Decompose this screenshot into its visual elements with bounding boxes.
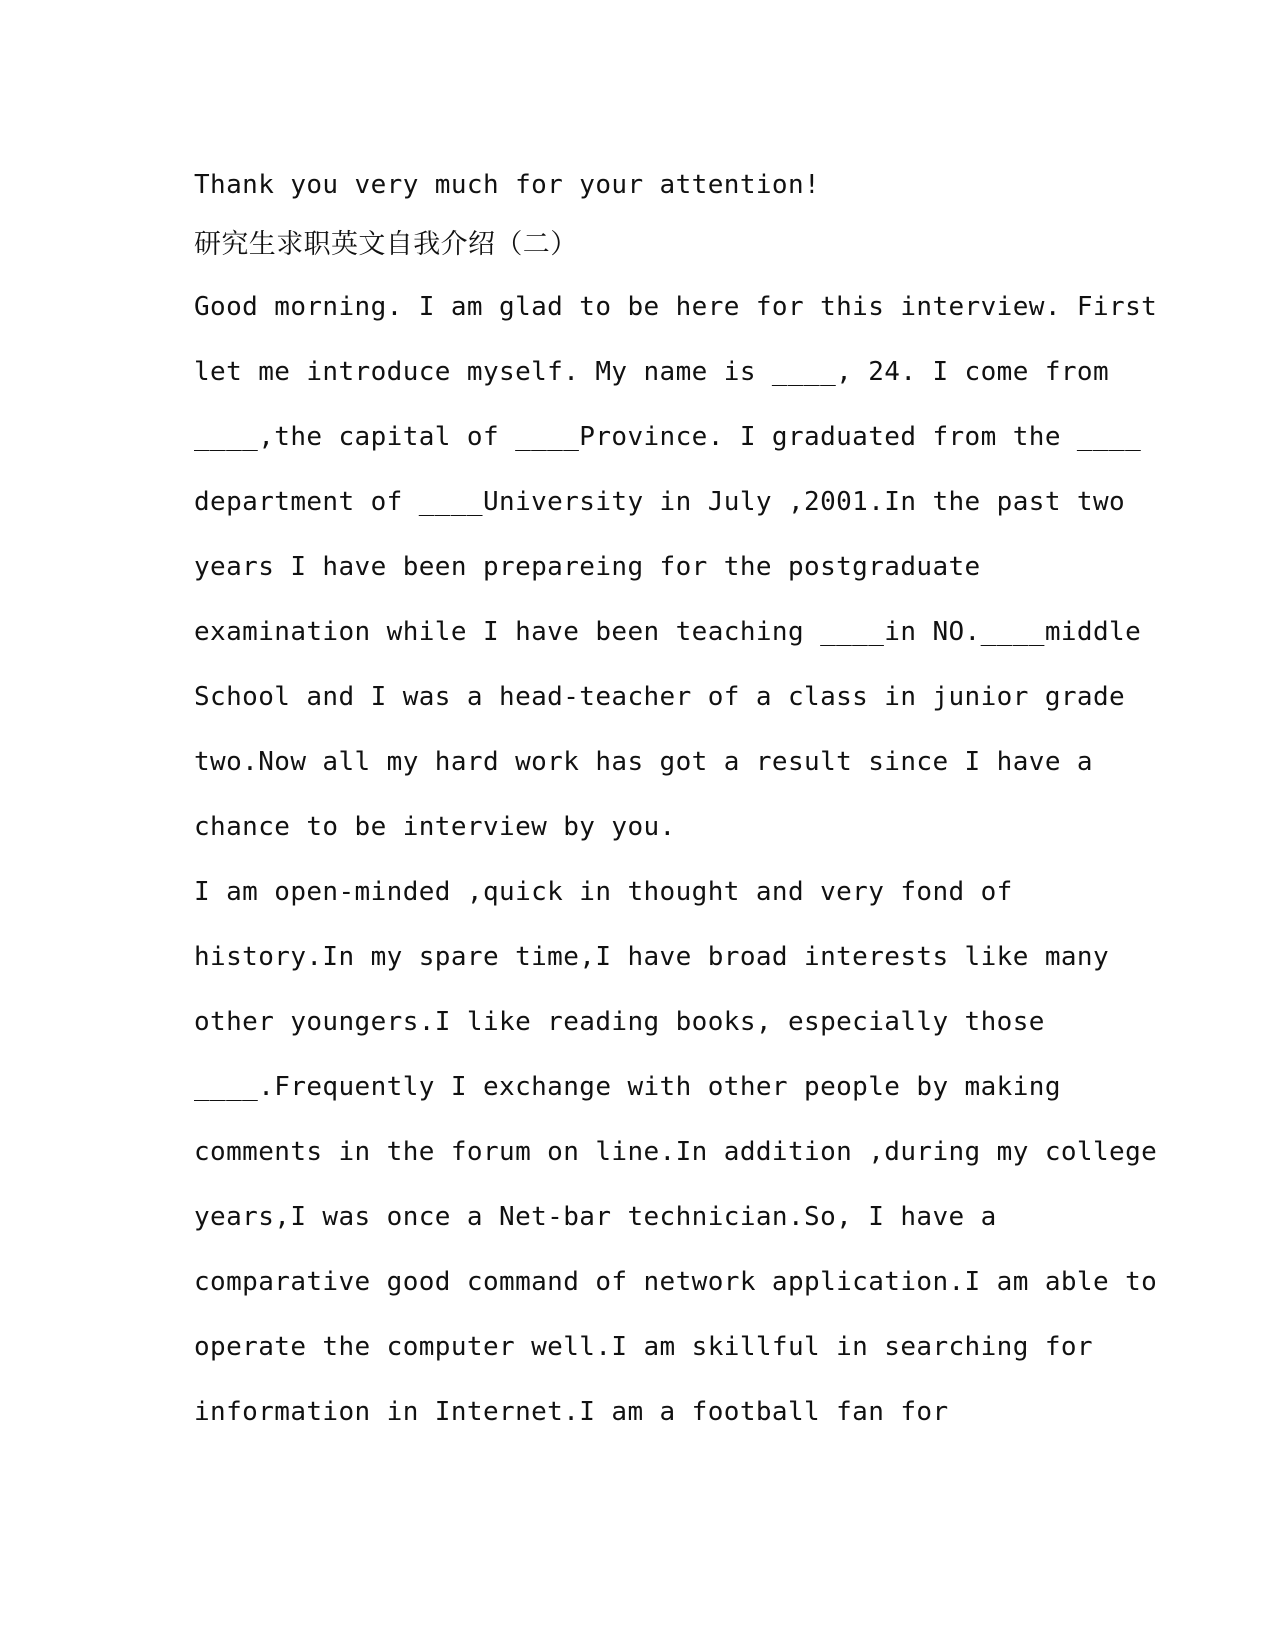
paragraph-line: ____.Frequently I exchange with other people by making xyxy=(194,1072,1061,1102)
paragraph-line: department of ____University in July ,2001.In the past two xyxy=(194,487,1126,517)
paragraph-line: two.Now all my hard work has got a result since I have a xyxy=(194,747,1093,777)
paragraph-line: other youngers.I like reading books, especially those xyxy=(194,1007,1045,1037)
section-title: 研究生求职英文自我介绍（二） xyxy=(194,229,578,260)
paragraph-line: Good morning. I am glad to be here for this interview. First xyxy=(194,292,1158,322)
paragraph-line: ____,the capital of ____Province. I graduated from the ____ xyxy=(194,422,1142,452)
paragraph-2 xyxy=(194,860,1158,1445)
paragraph-line: years,I was once a Net-bar technician.So, I have a xyxy=(194,1202,997,1232)
document-body xyxy=(194,155,1158,1445)
paragraph-line: operate the computer well.I am skillful in searching for xyxy=(194,1332,1093,1362)
closing-line: Thank you very much for your attention! xyxy=(194,170,821,200)
paragraph-line: let me introduce myself. My name is ____, 24. I come from xyxy=(194,357,1110,387)
paragraph-line: history.In my spare time,I have broad interests like many xyxy=(194,942,1110,972)
paragraph-line: comparative good command of network application.I am able to xyxy=(194,1267,1158,1297)
paragraph-line: chance to be interview by you. xyxy=(194,812,676,842)
paragraph-line: information in Internet.I am a football fan for xyxy=(194,1397,949,1427)
paragraph-1 xyxy=(194,275,1158,860)
paragraph-line: examination while I have been teaching ____in NO.____middle xyxy=(194,617,1142,647)
paragraph-line: School and I was a head-teacher of a class in junior grade xyxy=(194,682,1126,712)
paragraph-line: years I have been prepareing for the postgraduate xyxy=(194,552,981,582)
paragraph-line: I am open-minded ,quick in thought and very fond of xyxy=(194,877,1013,907)
paragraph-line: comments in the forum on line.In addition ,during my college xyxy=(194,1137,1158,1167)
